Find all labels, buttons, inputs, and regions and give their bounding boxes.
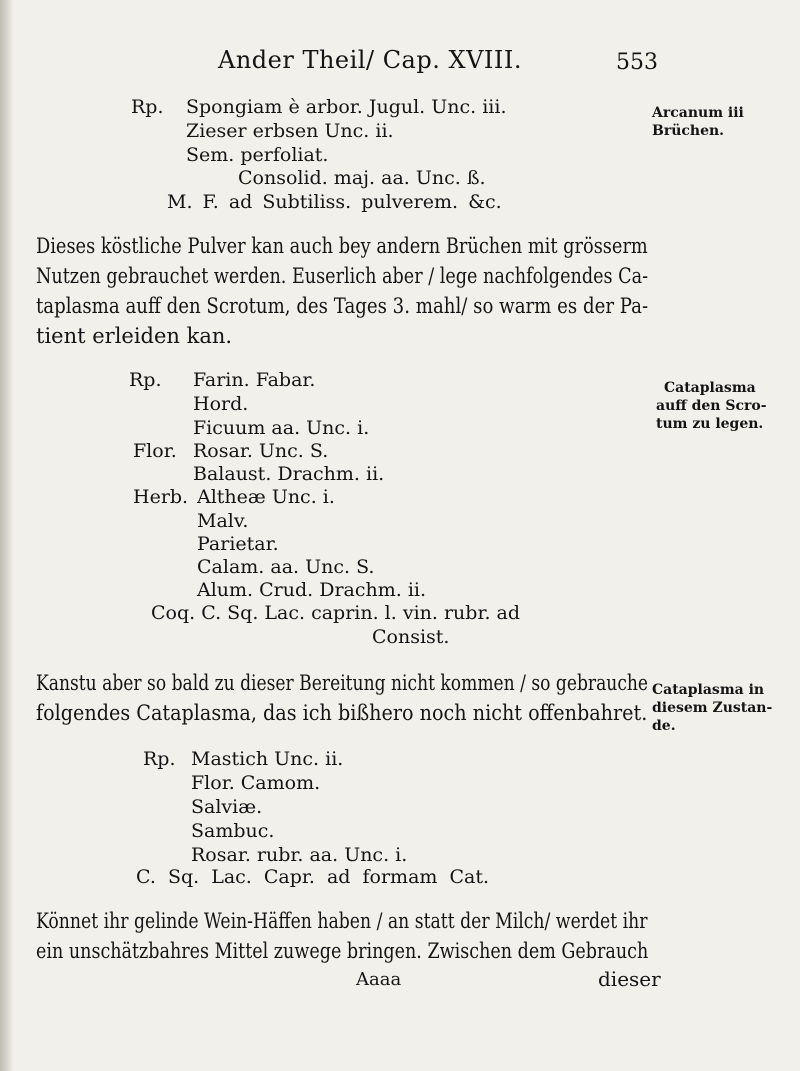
recipe-label: Flor. <box>133 440 177 462</box>
recipe-line: Zieser erbsen Unc. ii. <box>186 120 394 142</box>
recipe-line: Consolid. maj. aa. Unc. ß. <box>238 167 486 189</box>
body-line: Nutzen gebrauchet werden. Euserlich aber / lege nachfolgendes Ca- <box>36 264 649 288</box>
recipe-line: Sem. perfoliat. <box>186 144 329 166</box>
margin-note: auff den Scro- <box>656 398 767 414</box>
margin-note: Cataplasma <box>664 380 756 396</box>
recipe-line: Farin. Fabar. <box>193 369 316 391</box>
recipe-line: Flor. Camom. <box>191 772 321 794</box>
recipe-line: Mastich Unc. ii. <box>191 748 344 770</box>
recipe-line: Calam. aa. Unc. S. <box>197 556 375 578</box>
page-number: 553 <box>616 50 658 75</box>
margin-note: de. <box>652 718 676 734</box>
recipe-label: Rp. <box>143 748 176 770</box>
margin-note: Arcanum iii <box>652 105 744 121</box>
catchword: dieser <box>598 967 661 991</box>
recipe-line: Sambuc. <box>191 820 275 842</box>
recipe-closing: M. F. ad Subtiliss. pulverem. &c. <box>167 191 502 213</box>
body-line: Könnet ihr gelinde Wein-Häffen haben / an statt der Milch/ werdet ihr <box>36 909 648 933</box>
recipe-line: Spongiam è arbor. Jugul. Unc. iii. <box>186 96 507 118</box>
running-head: Ander Theil/ Cap. XVIII. <box>218 46 522 74</box>
margin-note: Brüchen. <box>652 123 725 139</box>
margin-note: tum zu legen. <box>656 416 764 432</box>
recipe-line: Rosar. rubr. aa. Unc. i. <box>191 844 408 866</box>
recipe-line: Balaust. Drachm. ii. <box>193 463 385 485</box>
margin-note: Cataplasma in <box>652 682 765 698</box>
recipe-line: Altheæ Unc. i. <box>197 486 335 508</box>
recipe-line: Ficuum aa. Unc. i. <box>193 417 370 439</box>
recipe-line: Salviæ. <box>191 796 263 818</box>
recipe-line: Rosar. Unc. S. <box>193 440 329 462</box>
recipe-label: Rp. <box>131 96 164 118</box>
recipe-closing: Coq. C. Sq. Lac. caprin. l. vin. rubr. ad <box>151 602 521 624</box>
signature-mark: Aaaa <box>356 969 402 990</box>
page-edge-shadow <box>0 0 14 1071</box>
body-line: Dieses köstliche Pulver kan auch bey andern Brüchen mit grösserm <box>36 234 648 258</box>
recipe-line: Malv. <box>197 510 249 532</box>
body-line: ein unschätzbahres Mittel zuwege bringen. Zwischen dem Gebrauch <box>36 939 649 963</box>
recipe-line: Alum. Crud. Drachm. ii. <box>197 579 427 601</box>
recipe-label: Herb. <box>133 486 189 508</box>
body-line: tient erleiden kan. <box>36 324 233 348</box>
recipe-line: Hord. <box>193 393 249 415</box>
recipe-closing: Consist. <box>372 626 450 648</box>
body-line: taplasma auff den Scrotum, des Tages 3. mahl/ so warm es der Pa- <box>36 294 649 318</box>
recipe-closing: C. Sq. Lac. Capr. ad formam Cat. <box>136 866 489 888</box>
recipe-line: Parietar. <box>197 533 279 555</box>
body-line: Kanstu aber so bald zu dieser Bereitung nicht kommen / so gebrauche <box>36 671 649 695</box>
body-line: folgendes Cataplasma, das ich bißhero noch nicht offenbahret. <box>36 701 648 725</box>
recipe-label: Rp. <box>129 369 162 391</box>
margin-note: diesem Zustan- <box>652 700 773 716</box>
